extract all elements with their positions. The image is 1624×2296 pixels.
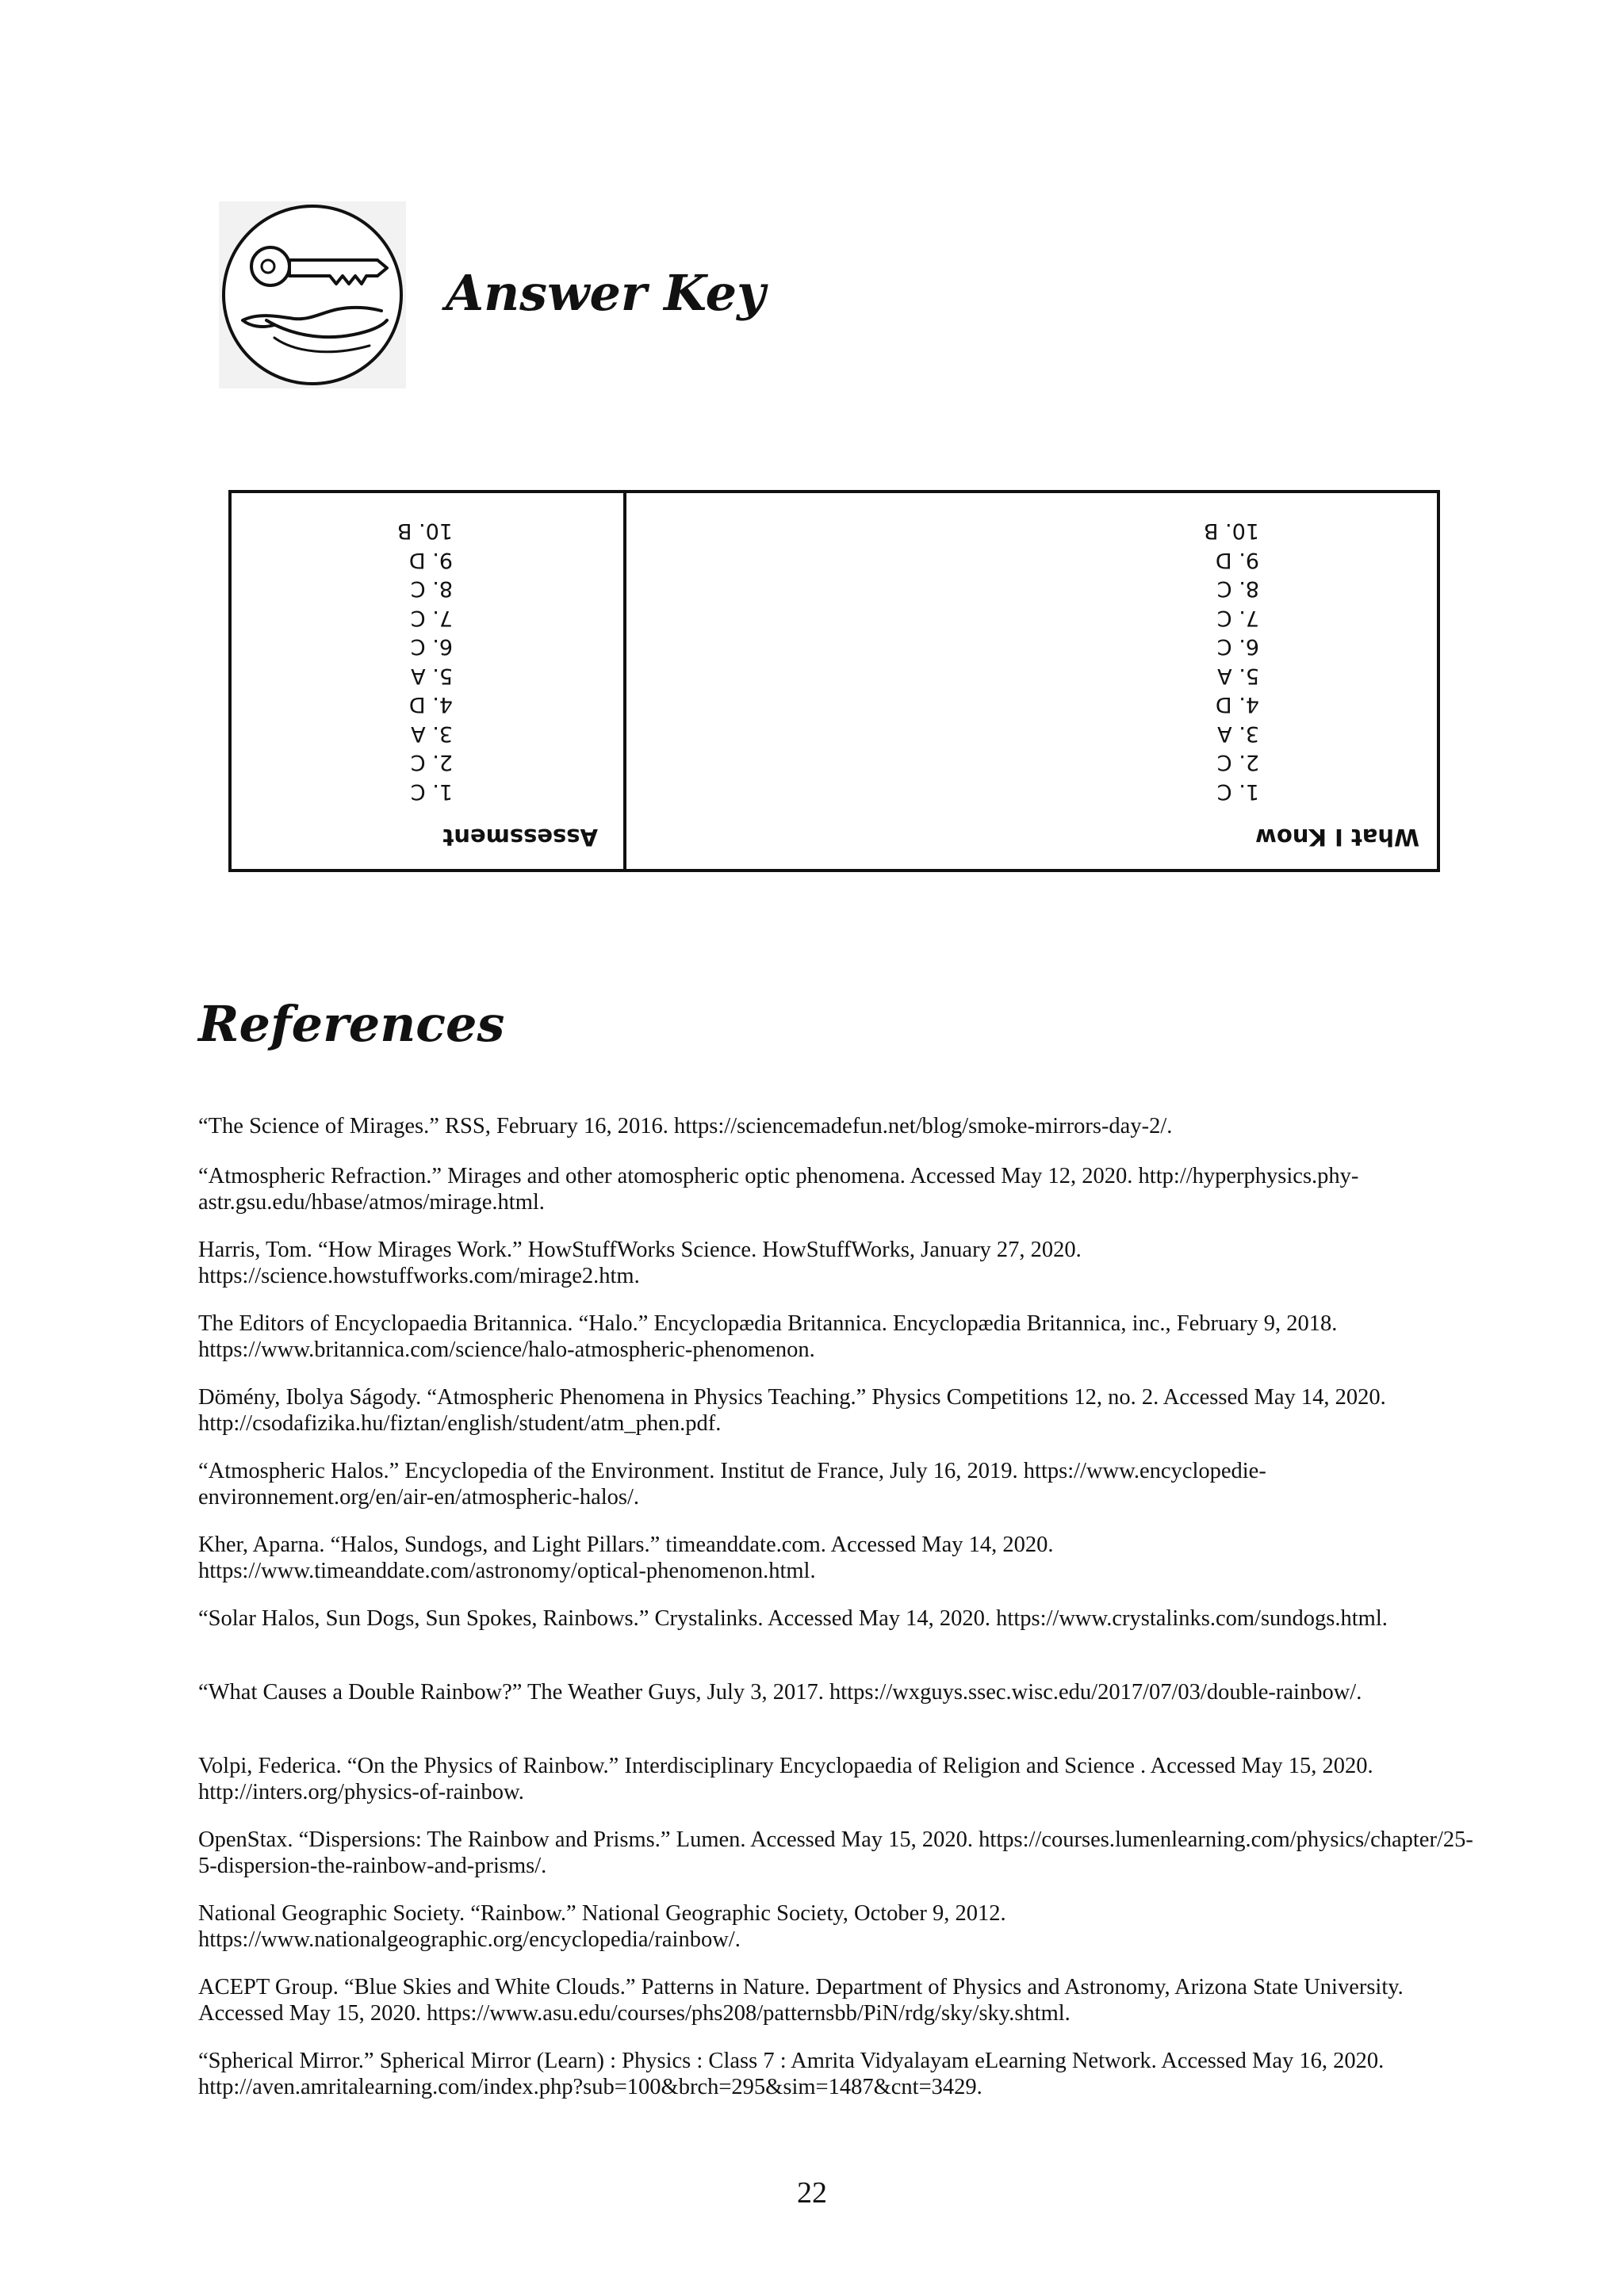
assessment-answer: 2. C [410, 750, 453, 775]
what-i-know-answer: 7. C [1216, 606, 1259, 630]
reference-item: ACEPT Group. “Blue Skies and White Clouds.” Patterns in Nature. Department of Physics and Astronomy, Arizona State University. Accessed May 15, 2020. https://www.asu.edu/courses/phs208/patternsbb/PiN/rdg/sky/sky.shtml. [198, 1975, 1404, 2026]
what-i-know-answer: 1. C [1216, 779, 1259, 804]
page-number: 22 [797, 2176, 827, 2210]
assessment-answer: 5. A [411, 664, 453, 688]
reference-item: Kher, Aparna. “Halos, Sundogs, and Light Pillars.” timeanddate.com. Accessed May 14, 2020. https://www.timeanddate.com/astronomy/optical-phenomenon.html. [198, 1533, 1054, 1583]
what-i-know-answer: 10. B [1203, 519, 1259, 544]
what-i-know-answer: 3. A [1217, 721, 1259, 746]
reference-item: “The Science of Mirages.” RSS, February 16, 2016. https://sciencemadefun.net/blog/smoke-mirrors-day-2/. [198, 1114, 1173, 1138]
references-list [198, 1113, 1491, 2122]
assessment-answer: 10. B [396, 519, 453, 544]
assessment-answer: 3. A [411, 721, 453, 746]
reference-item: “Atmospheric Refraction.” Mirages and other atomospheric optic phenomena. Accessed May 12, 2020. http://hyperphysics.phy-astr.gsu.edu/hbase/atmos/mirage.html. [198, 1164, 1359, 1215]
what-i-know-answer: 4. D [1215, 692, 1259, 718]
reference-item: OpenStax. “Dispersions: The Rainbow and Prisms.” Lumen. Accessed May 15, 2020. https://courses.lumenlearning.com/physics/chapter/25-5-dispersion-the-rainbow-and-prisms/. [198, 1827, 1473, 1878]
what-i-know-answer: 5. A [1217, 664, 1259, 688]
reference-item: Volpi, Federica. “On the Physics of Rainbow.” Interdisciplinary Encyclopaedia of Religion and Science . Accessed May 15, 2020. http://inters.org/physics-of-rainbow. [198, 1754, 1373, 1804]
answer-key-title: Answer Key [446, 264, 766, 322]
assessment-answers [397, 516, 453, 806]
reference-item: “What Causes a Double Rainbow?” The Weather Guys, July 3, 2017. https://wxguys.ssec.wisc.edu/2017/07/03/double-rainbow/. [198, 1680, 1362, 1705]
what-i-know-heading: What I Know [1255, 824, 1419, 851]
what-i-know-answer: 6. C [1216, 634, 1259, 660]
what-i-know-column [626, 493, 1437, 869]
assessment-answer: 6. C [410, 634, 453, 660]
what-i-know-answer: 8. C [1216, 576, 1259, 602]
assessment-answer: 9. D [408, 548, 453, 572]
key-in-hand-graphic [219, 201, 406, 388]
what-i-know-answer: 9. D [1215, 548, 1259, 572]
reference-item: “Spherical Mirror.” Spherical Mirror (Learn) : Physics : Class 7 : Amrita Vidyalayam eLearning Network. Accessed May 16, 2020. http://aven.amritalearning.com/index.php?sub=100&brch=295&sim=1487&cnt=3429. [198, 2049, 1385, 2099]
reference-item: The Editors of Encyclopaedia Britannica. “Halo.” Encyclopædia Britannica. Encyclopædia Britannica, inc., February 9, 2018. https://www.britannica.com/science/halo-atmospheric-phenomenon. [198, 1311, 1338, 1362]
reference-item: “Solar Halos, Sun Dogs, Sun Spokes, Rainbows.” Crystalinks. Accessed May 14, 2020. https://www.crystalinks.com/sundogs.html. [198, 1606, 1388, 1631]
what-i-know-answers [1204, 516, 1259, 806]
answer-key-table [228, 490, 1440, 872]
reference-item: National Geographic Society. “Rainbow.” National Geographic Society, October 9, 2012. https://www.nationalgeographic.org/encyclopedia/rainbow/. [198, 1901, 1006, 1952]
assessment-answer: 7. C [410, 606, 453, 630]
references-title: References [198, 995, 505, 1053]
reference-item: Harris, Tom. “How Mirages Work.” HowStuffWorks Science. HowStuffWorks, January 27, 2020. https://science.howstuffworks.com/mirage2.htm. [198, 1238, 1082, 1288]
assessment-heading: Assessment [442, 824, 598, 851]
assessment-column [232, 493, 626, 869]
assessment-answer: 4. D [408, 692, 453, 718]
key-in-hand-icon [219, 201, 406, 388]
assessment-answer: 8. C [410, 576, 453, 602]
what-i-know-answer: 2. C [1216, 750, 1259, 775]
reference-item: Dömény, Ibolya Ságody. “Atmospheric Phenomena in Physics Teaching.” Physics Competitions 12, no. 2. Accessed May 14, 2020. http://csodafizika.hu/fiztan/english/student/atm_phen.pdf. [198, 1385, 1386, 1436]
reference-item: “Atmospheric Halos.” Encyclopedia of the Environment. Institut de France, July 16, 2019. https://www.encyclopedie-environnement.org/en/air-en/atmospheric-halos/. [198, 1459, 1266, 1510]
assessment-answer: 1. C [410, 779, 453, 804]
